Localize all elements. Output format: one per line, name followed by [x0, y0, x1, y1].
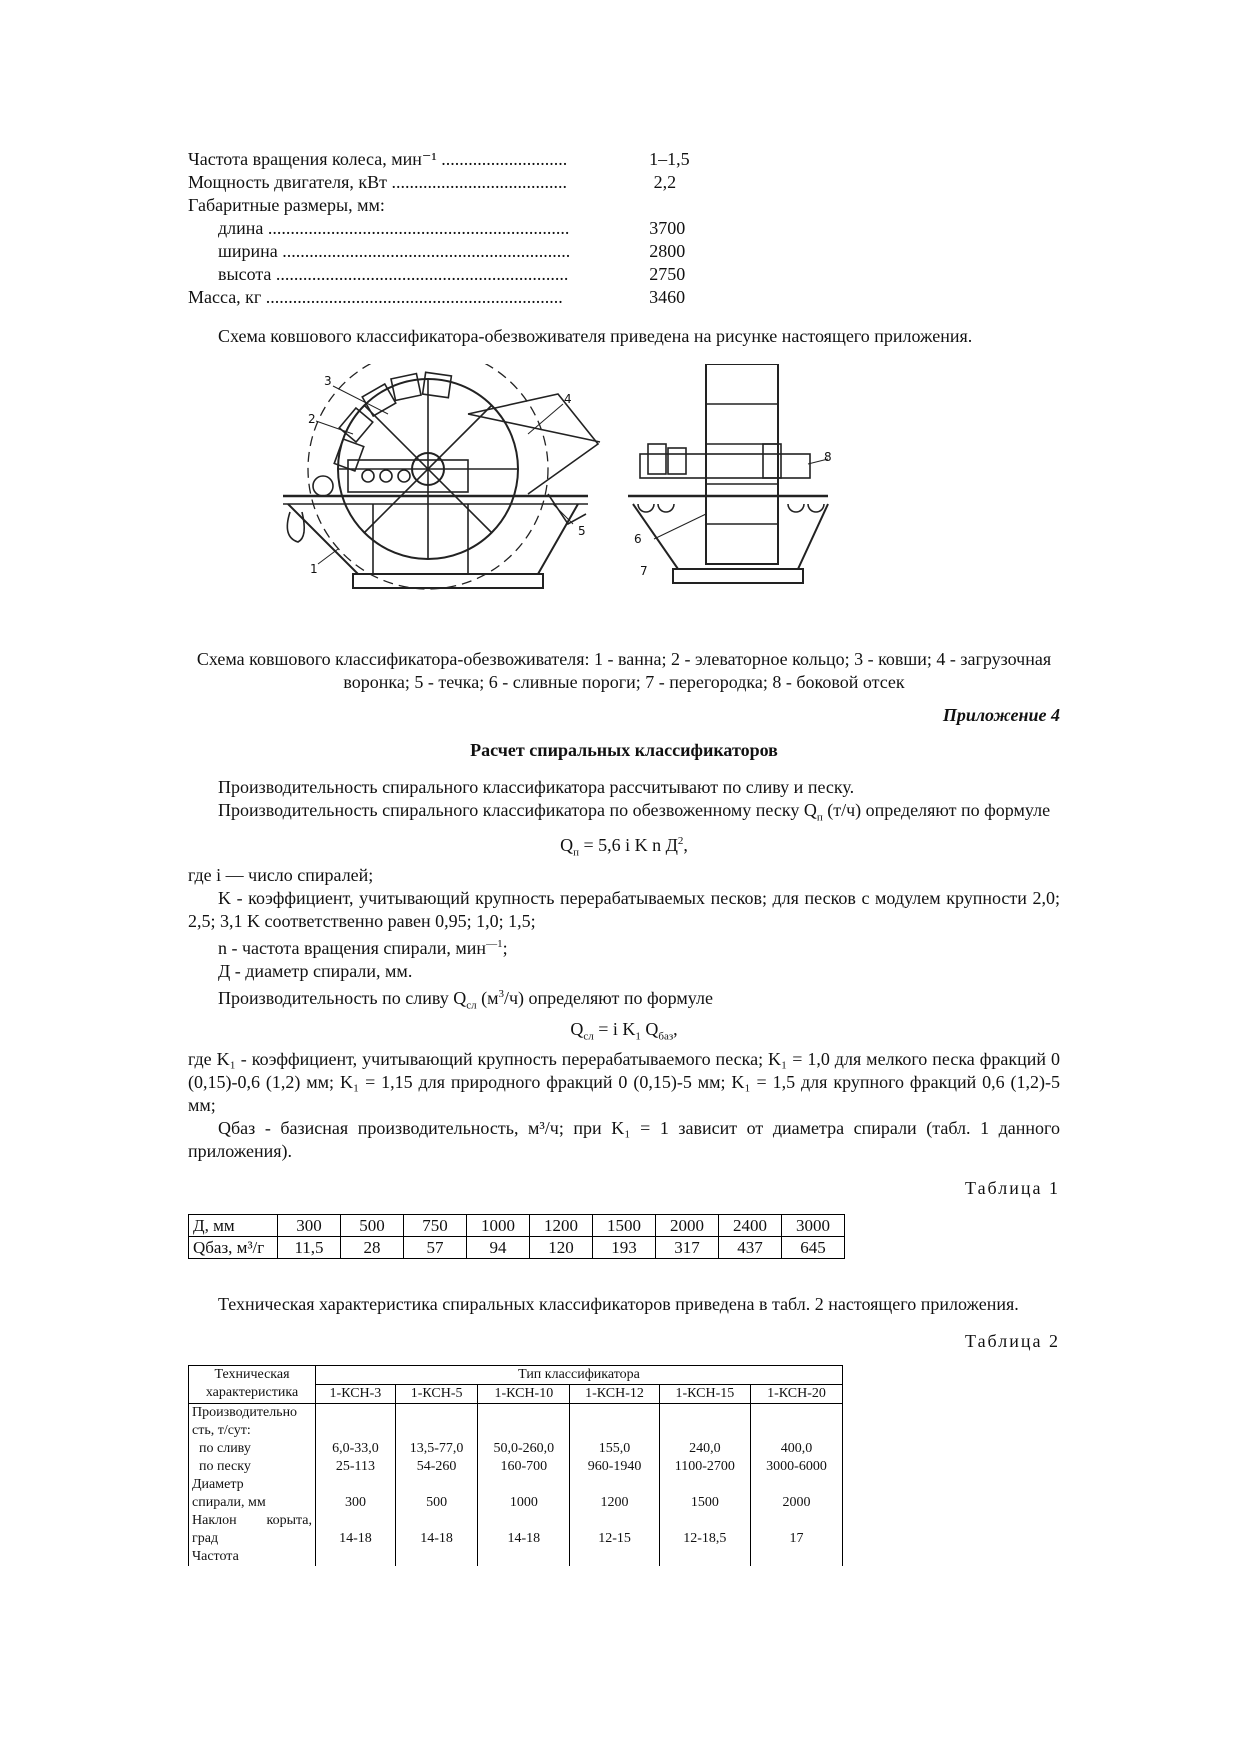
paragraph: где K₁ - коэффициент, учитывающий крупность перерабатываемого песка; K₁ = 1,0 для мелкого песка фракций 0 (0,15)-0,6 (1,2) мм; K₁ = 1,15 для природного фракций 0 (0,15)-5 мм; K₁ = 1,5 для крупного фракций 0,6 (1,2)-5 мм;: [188, 1049, 1060, 1116]
table1: [188, 1214, 845, 1259]
paragraph: Qбаз - базисная производительность, м³/ч; при K₁ = 1 зависит от диаметра спирали (табл. 1 данного приложения).: [188, 1118, 1060, 1162]
spec-row: Мощность двигателя, кВт ....................................... 2,2: [188, 172, 677, 192]
table-row: Производительно сть, т/сут:: [189, 1404, 843, 1441]
intro-paragraph: Схема ковшового классификатора-обезвоживателя приведена на рисунке настоящего приложения.: [218, 326, 973, 346]
table-row: град 14-18 14-18 14-18 12-15 12-18,5 17: [189, 1530, 843, 1548]
spec-row: ширина ................................................................ 2800: [218, 241, 686, 261]
formula: $Q_п = 5,6$ i K n $Д^2$,: [560, 834, 688, 859]
paragraph: K - коэффициент, учитывающий крупность перерабатываемых песков; для песков с модулем крупности 2,0; 2,5; 3,1 K соответственно равен 0,95; 1,0; 1,5;: [188, 888, 1060, 932]
table-row: спирали, мм 300 500 1000 1200 1500 2000: [189, 1494, 843, 1512]
specs-list: [188, 148, 708, 309]
appendix-label: Приложение 4: [942, 705, 1060, 725]
table2: [188, 1365, 843, 1566]
section-title: Расчет спиральных классификаторов: [470, 740, 778, 760]
spec-row: Габаритные размеры, мм:: [188, 195, 385, 215]
classifier-drawing: [188, 364, 1060, 634]
table-row: по песку 25-113 54-260 160-700 960-1940 1100-2700 3000-6000: [189, 1458, 843, 1476]
figure-label-7: 7: [640, 564, 648, 578]
figure-label-8: 8: [824, 450, 832, 464]
figure-label-6: 6: [634, 532, 642, 546]
side-view: [283, 364, 600, 589]
paragraph: Производительность спирального классификатора по обезвоженному песку $Q_п$ (т/ч) определяют по формуле: [218, 800, 1051, 824]
table-row: Наклон корыта,: [189, 1512, 843, 1530]
spec-row: Масса, кг .................................................................. 3460: [188, 287, 686, 307]
figure-label-5: 5: [578, 524, 586, 538]
table-row: Qбаз, м³/г 11,5 28 57 94 120 193 317 437 645: [189, 1237, 845, 1259]
figure-label-1: 1: [310, 562, 318, 576]
spec-row: Частота вращения колеса, мин⁻¹ ............................ 1–1,5: [188, 149, 690, 169]
table-row: Частота: [189, 1548, 843, 1566]
figure-label-3: 3: [324, 374, 332, 388]
table-row: Диаметр: [189, 1476, 843, 1494]
paragraph: где i — число спиралей;: [188, 865, 374, 886]
spec-row: высота ................................................................. 2750: [218, 264, 686, 284]
table2-label: Таблица 2: [965, 1331, 1060, 1352]
tech-paragraph: Техническая характеристика спиральных классификаторов приведена в табл. 2 настоящего приложения.: [218, 1294, 1019, 1315]
formula: $Q_{сл} = i$ $K_1$ $Q_{баз}$,: [570, 1018, 678, 1043]
front-view: [628, 364, 828, 583]
document-page: [188, 148, 1060, 1566]
table-header-row: Техническая характеристика Тип классификатора: [189, 1366, 843, 1385]
table-row: Д, мм 300 500 750 1000 1200 1500 2000 2400 3000: [189, 1215, 845, 1237]
figure-label-4: 4: [564, 392, 572, 406]
table1-label: Таблица 1: [965, 1178, 1060, 1199]
table-header-row: 1-КСН-3 1-КСН-5 1-КСН-10 1-КСН-12 1-КСН-15 1-КСН-20: [189, 1385, 843, 1404]
paragraph: Производительность спирального классификатора рассчитывают по сливу и песку.: [218, 777, 855, 797]
paragraph: Производительность по сливу $Q_{сл}$ $(м^3/ч)$ определяют по формуле: [218, 988, 713, 1012]
spec-row: длина ................................................................... 3700: [218, 218, 686, 238]
table-row: по сливу 6,0-33,0 13,5-77,0 50,0-260,0 155,0 240,0 400,0: [189, 1440, 843, 1458]
figure-label-2: 2: [308, 412, 316, 426]
figure-caption: Схема ковшового классификатора-обезвоживателя: 1 - ванна; 2 - элеваторное кольцо; 3 - ковши; 4 - загрузочная воронка; 5 - течка; 6 - сливные пороги; 7 - перегородка; 8 - боковой отсек: [196, 649, 1052, 692]
paragraph: n - частота вращения спирали, мин$^{—1}$;: [218, 938, 508, 959]
paragraph: Д - диаметр спирали, мм.: [218, 961, 413, 982]
